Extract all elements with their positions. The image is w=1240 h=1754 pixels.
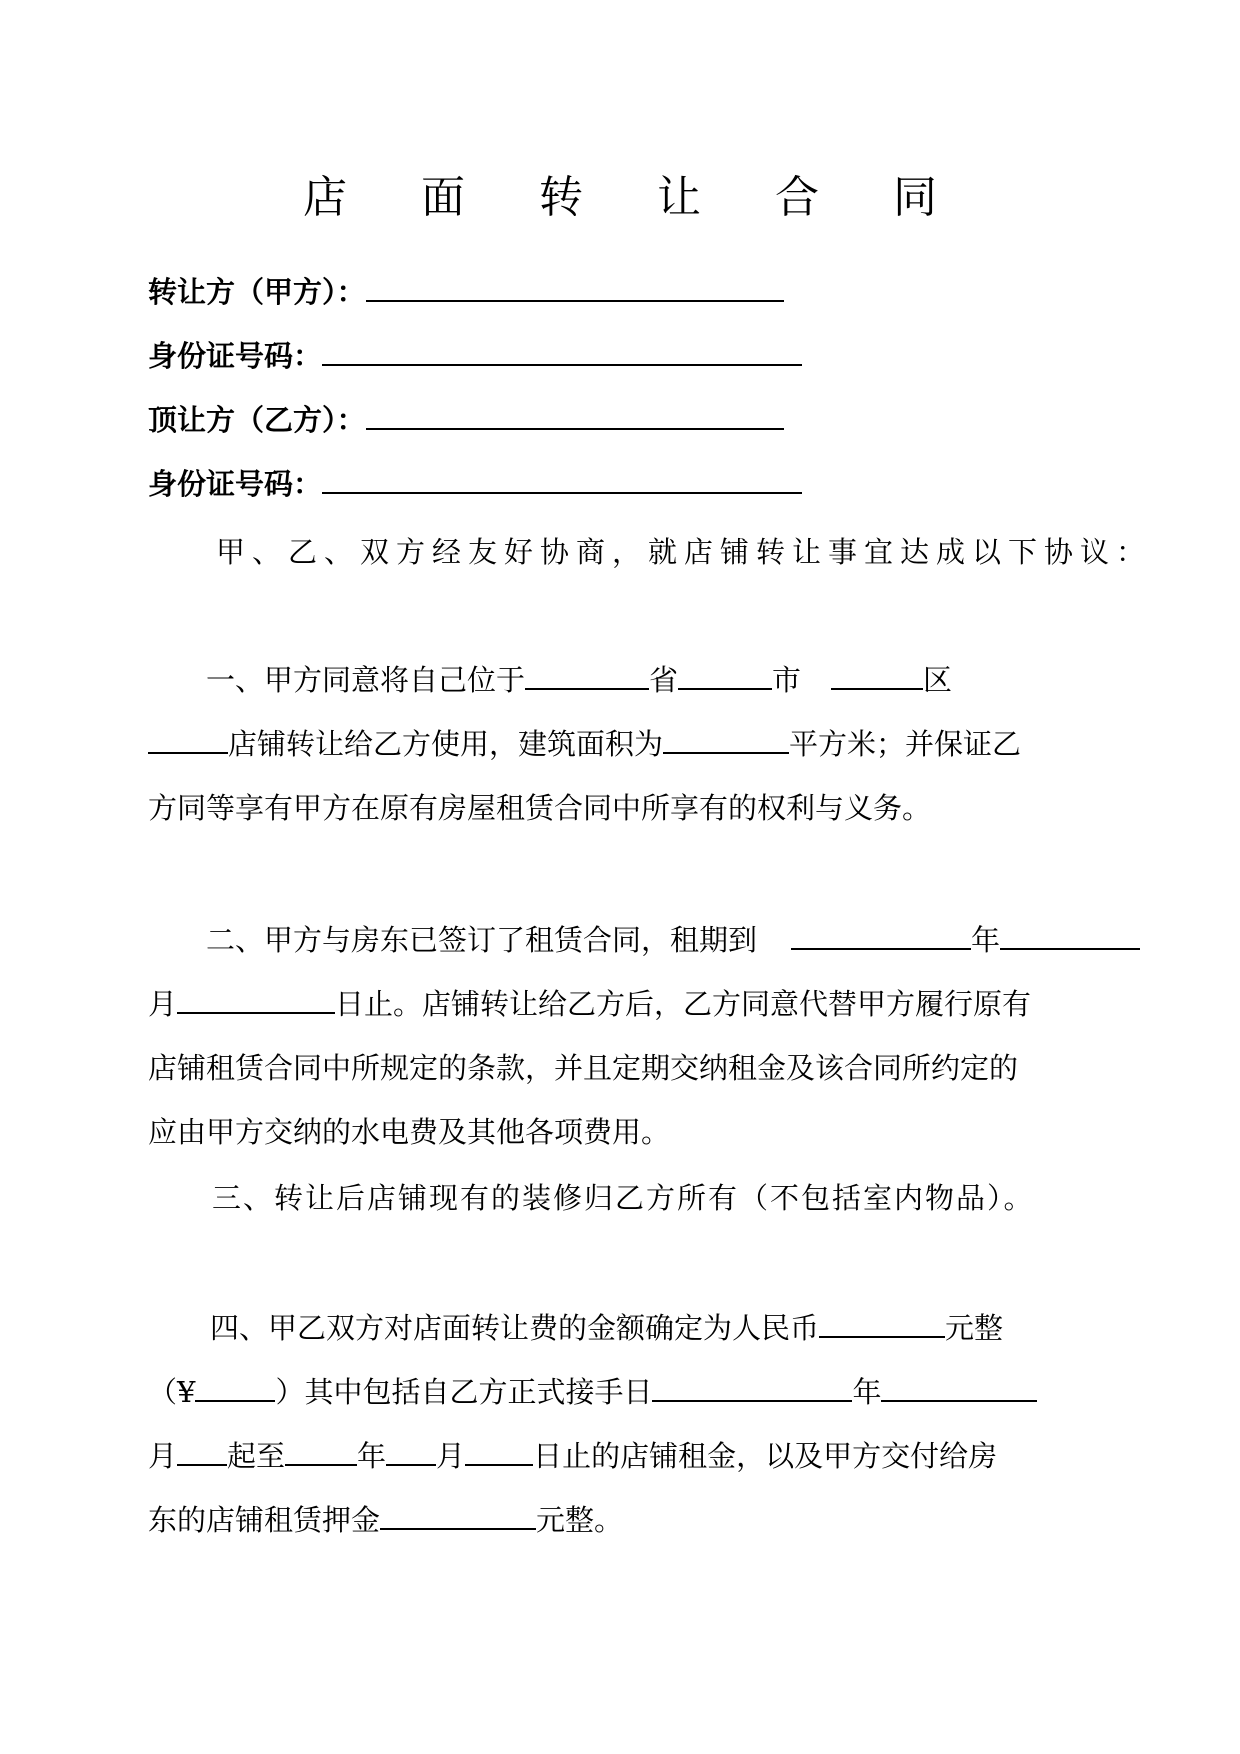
clause1-text-a: 一、甲方同意将自己位于 xyxy=(206,663,526,697)
clause1-text-e: 店铺转让给乙方使用，建筑面积为 xyxy=(228,727,664,761)
clause2-line3: 店铺租赁合同中所规定的条款，并且定期交纳租金及该合同所约定的 xyxy=(148,1051,1019,1085)
clause1-text-d: 区 xyxy=(923,663,953,697)
transferor-label: 转让方（甲方）： xyxy=(148,275,366,309)
city-blank[interactable] xyxy=(678,662,772,690)
rent-end-month-blank[interactable] xyxy=(386,1438,436,1466)
clause4-line3 xyxy=(148,1436,997,1476)
id2-label: 身份证号码： xyxy=(148,467,323,501)
id1-label: 身份证号码： xyxy=(148,339,323,373)
id1-field xyxy=(148,336,802,376)
clause4-text-c: （¥ xyxy=(148,1375,196,1409)
lease-end-month-blank-a[interactable] xyxy=(1000,922,1140,950)
transferee-blank[interactable] xyxy=(366,402,784,430)
clause2-line2 xyxy=(148,984,1031,1024)
clause1-line3: 方同等享有甲方在原有房屋租赁合同中所享有的权利与义务。 xyxy=(148,791,932,825)
clause4-text-f: 月 xyxy=(148,1439,178,1473)
document-title: 店 面 转 让 合 同 xyxy=(303,172,967,223)
handover-year-blank[interactable] xyxy=(652,1374,852,1402)
transferor-field xyxy=(148,272,784,312)
clause4-text-b: 元整 xyxy=(945,1311,1004,1345)
id2-blank[interactable] xyxy=(322,466,802,494)
clause4-line1 xyxy=(210,1308,1003,1348)
clause2-text-c: 月 xyxy=(148,987,178,1021)
clause2-text-a: 二、甲方与房东已签订了租赁合同，租期到 xyxy=(206,923,758,957)
id2-field xyxy=(148,464,802,504)
clause4-text-a: 四、甲乙双方对店面转让费的金额确定为人民币 xyxy=(210,1311,820,1345)
clause2-line1 xyxy=(206,920,1140,960)
clause4-text-e: 年 xyxy=(852,1375,882,1409)
clause1-text-f: 平方米；并保证乙 xyxy=(789,727,1022,761)
area-blank[interactable] xyxy=(663,726,789,754)
transferee-field xyxy=(148,400,784,440)
clause4-text-g: 起至 xyxy=(227,1439,286,1473)
clause2-text-b: 年 xyxy=(971,923,1001,957)
clause4-text-d: ）其中包括自乙方正式接手日 xyxy=(275,1375,653,1409)
clause4-line2 xyxy=(148,1372,1037,1412)
clause4-text-k: 东的店铺租赁押金 xyxy=(148,1503,381,1537)
lease-end-day-blank[interactable] xyxy=(177,986,335,1014)
id1-blank[interactable] xyxy=(322,338,802,366)
fee-amount-yuan-blank[interactable] xyxy=(195,1374,275,1402)
rent-end-day-blank[interactable] xyxy=(465,1438,533,1466)
clause4-text-h: 年 xyxy=(357,1439,387,1473)
clause2-line4: 应由甲方交纳的水电费及其他各项费用。 xyxy=(148,1115,671,1149)
deposit-blank[interactable] xyxy=(380,1502,536,1530)
lease-end-year-blank[interactable] xyxy=(791,922,971,950)
intro-paragraph: 甲、乙、双方经友好协商，就店铺转让事宜达成以下协议： xyxy=(216,535,1153,569)
transferee-label: 顶让方（乙方）： xyxy=(148,403,366,437)
clause4-text-i: 月 xyxy=(436,1439,466,1473)
clause1-text-c: 市 xyxy=(772,663,802,697)
clause4-text-l: 元整。 xyxy=(536,1503,624,1537)
clause4-line4 xyxy=(148,1500,623,1540)
clause4-text-j: 日止的店铺租金，以及甲方交付给房 xyxy=(533,1439,998,1473)
district-blank[interactable] xyxy=(831,662,923,690)
handover-month-blank-a[interactable] xyxy=(881,1374,1037,1402)
clause3-paragraph: 三、转让后店铺现有的装修归乙方所有（不包括室内物品）。 xyxy=(212,1181,1035,1215)
province-blank[interactable] xyxy=(525,662,649,690)
handover-day-blank[interactable] xyxy=(177,1438,227,1466)
rent-end-year-blank[interactable] xyxy=(285,1438,357,1466)
transfer-fee-blank[interactable] xyxy=(819,1310,945,1338)
shop-address-blank[interactable] xyxy=(148,726,228,754)
clause1-line1 xyxy=(206,660,952,700)
clause2-text-d: 日止。店铺转让给乙方后，乙方同意代替甲方履行原有 xyxy=(335,987,1032,1021)
clause1-text-b: 省 xyxy=(649,663,679,697)
clause1-line2 xyxy=(148,724,1021,764)
transferor-blank[interactable] xyxy=(366,274,784,302)
